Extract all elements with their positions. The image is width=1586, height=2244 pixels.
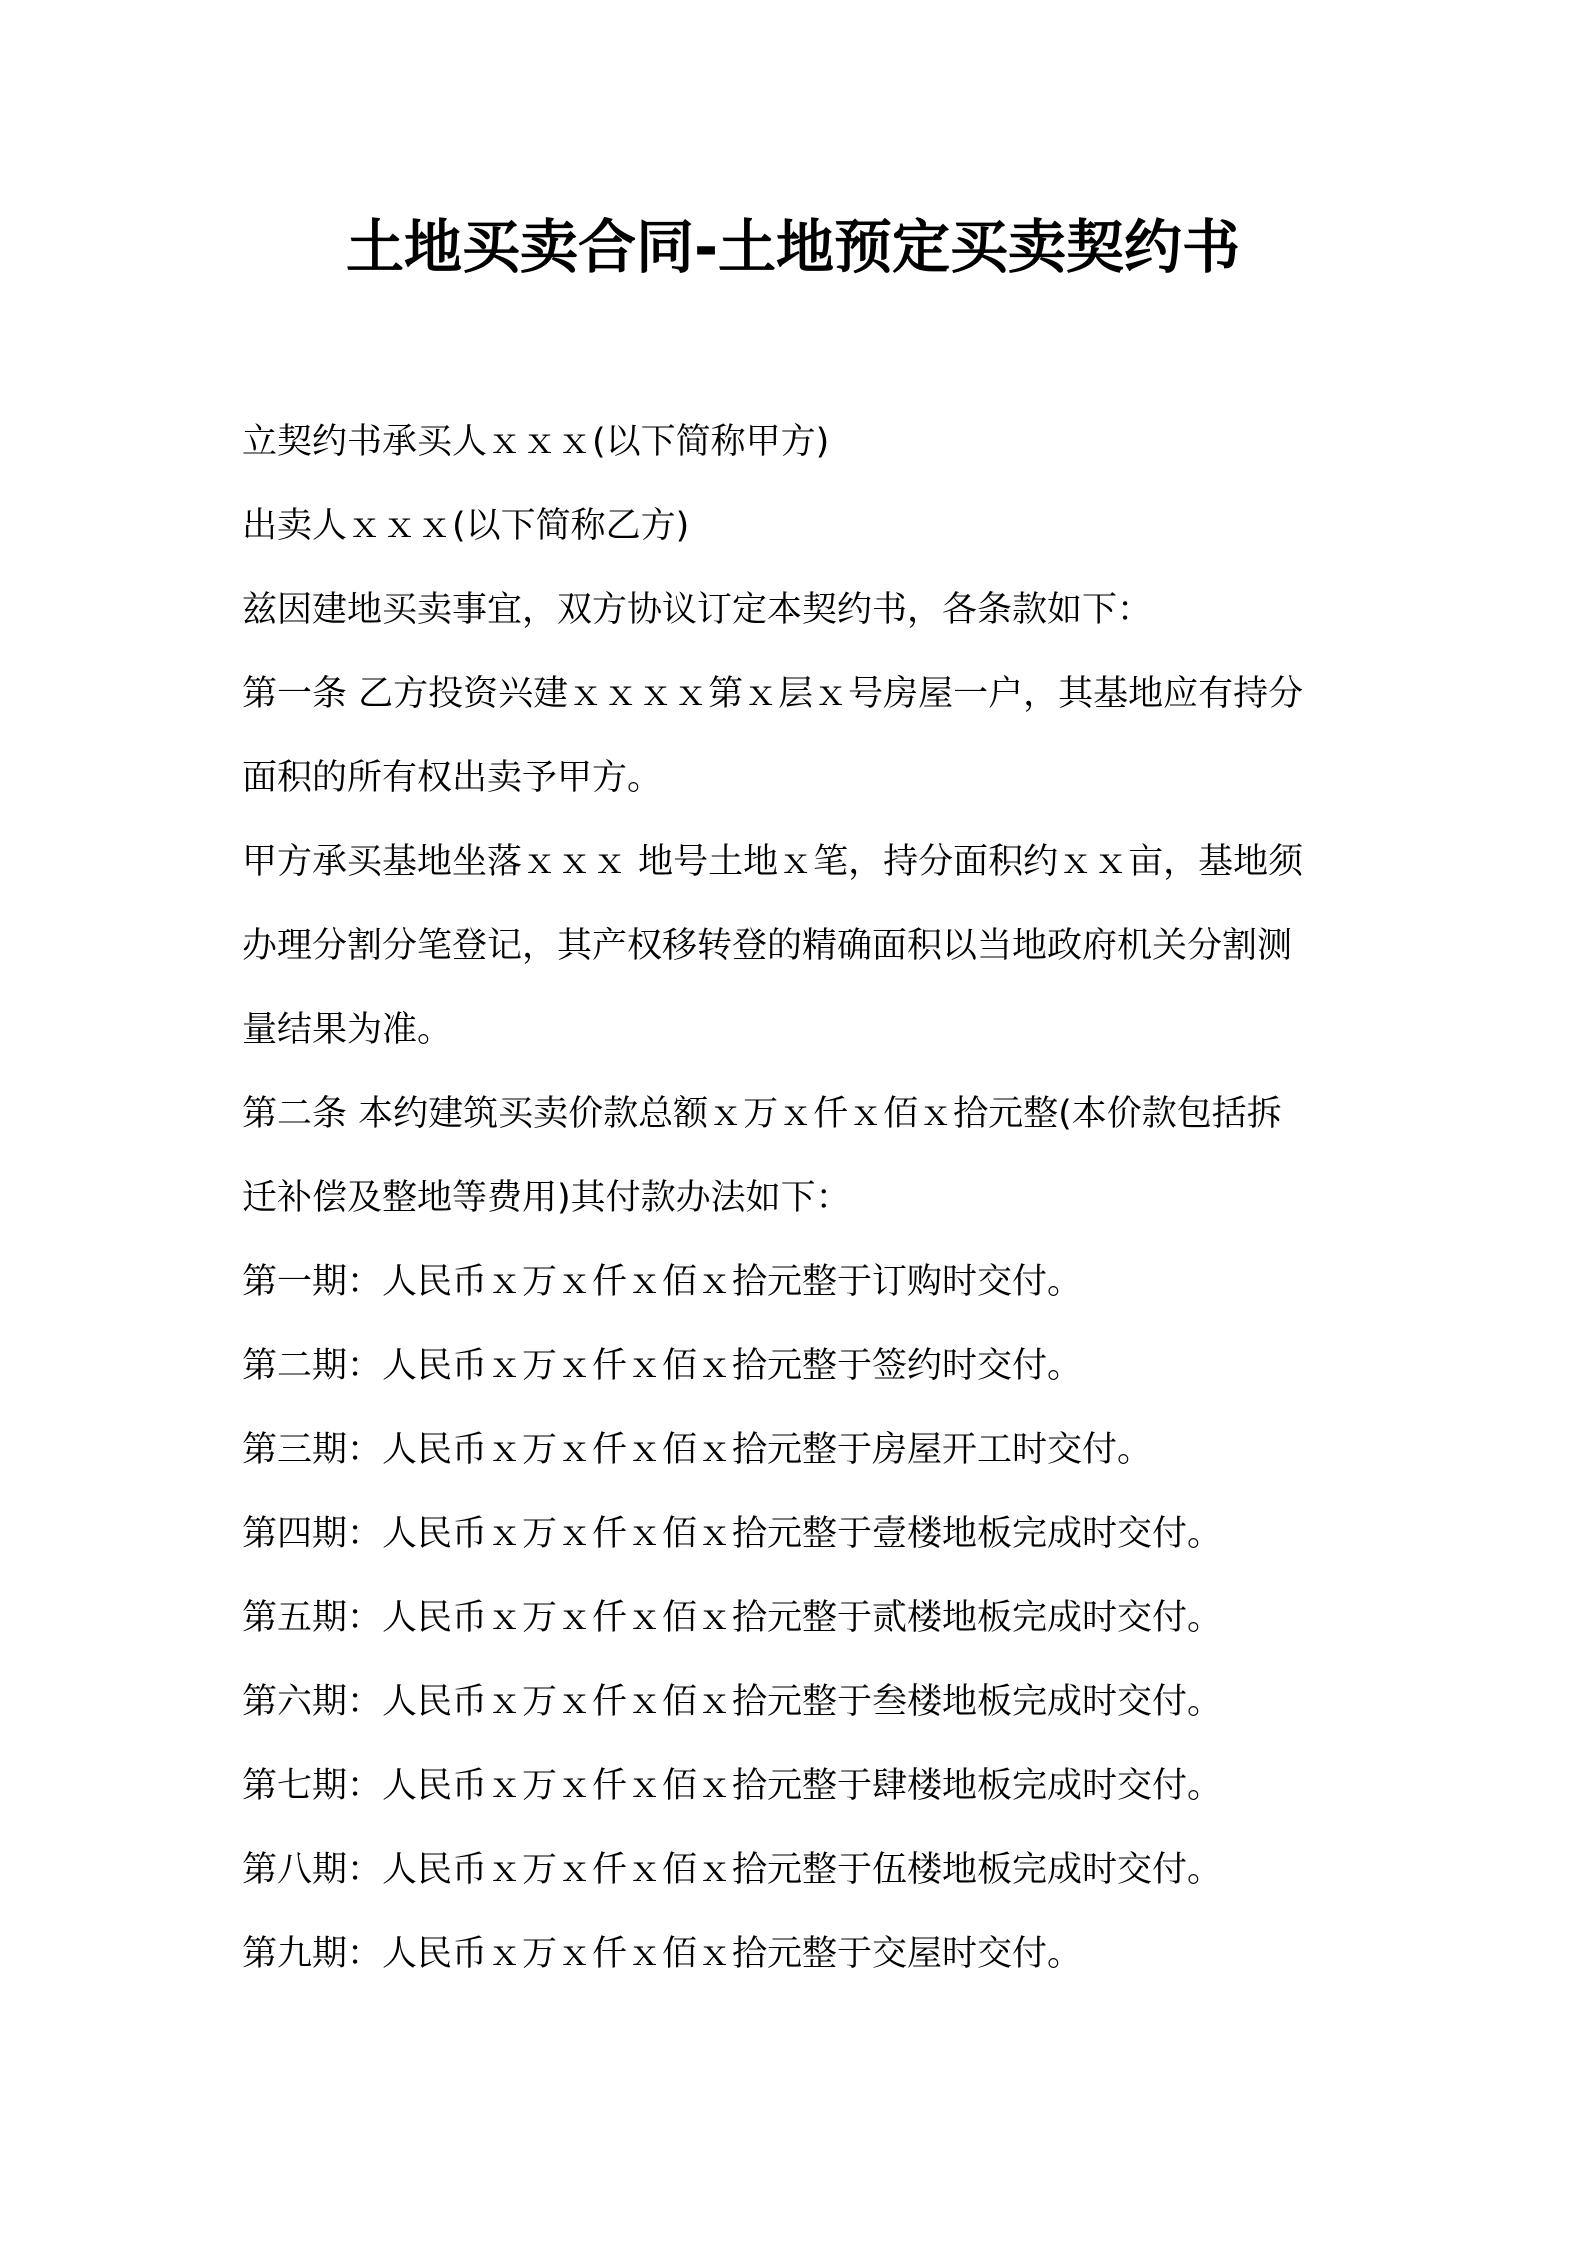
payment-line-6: 第六期：人民币ｘ万ｘ仟ｘ佰ｘ拾元整于叁楼地板完成时交付。 xyxy=(242,1682,1223,1722)
contract-line-buyer: 立契约书承买人ｘｘｘ(以下简称甲方) xyxy=(242,422,830,462)
payment-line-5: 第五期：人民币ｘ万ｘ仟ｘ佰ｘ拾元整于贰楼地板完成时交付。 xyxy=(242,1598,1223,1638)
payment-line-3: 第三期：人民币ｘ万ｘ仟ｘ佰ｘ拾元整于房屋开工时交付。 xyxy=(242,1430,1153,1470)
contract-line-article1-a: 第一条 乙方投资兴建ｘｘｘｘ第ｘ层ｘ号房屋一户，其基地应有持分 xyxy=(242,674,1304,714)
document-body xyxy=(242,400,1362,1996)
contract-line-article2-b: 迁补偿及整地等费用)其付款办法如下： xyxy=(242,1178,851,1218)
document-title: 土地买卖合同-土地预定买卖契约书 xyxy=(345,213,1241,281)
contract-line-article1-b: 面积的所有权出卖予甲方。 xyxy=(242,758,663,798)
payment-line-1: 第一期：人民币ｘ万ｘ仟ｘ佰ｘ拾元整于订购时交付。 xyxy=(242,1262,1083,1302)
contract-line-article2-a: 第二条 本约建筑买卖价款总额ｘ万ｘ仟ｘ佰ｘ拾元整(本价款包括拆 xyxy=(242,1094,1282,1134)
contract-line-land-a: 甲方承买基地坐落ｘｘｘ 地号土地ｘ笔，持分面积约ｘｘ亩，基地须 xyxy=(242,842,1304,882)
payment-line-4: 第四期：人民币ｘ万ｘ仟ｘ佰ｘ拾元整于壹楼地板完成时交付。 xyxy=(242,1514,1223,1554)
payment-line-7: 第七期：人民币ｘ万ｘ仟ｘ佰ｘ拾元整于肆楼地板完成时交付。 xyxy=(242,1766,1223,1806)
payment-line-2: 第二期：人民币ｘ万ｘ仟ｘ佰ｘ拾元整于签约时交付。 xyxy=(242,1346,1083,1386)
payment-line-9: 第九期：人民币ｘ万ｘ仟ｘ佰ｘ拾元整于交屋时交付。 xyxy=(242,1934,1083,1974)
contract-line-land-c: 量结果为准。 xyxy=(242,1010,453,1050)
payment-line-8: 第八期：人民币ｘ万ｘ仟ｘ佰ｘ拾元整于伍楼地板完成时交付。 xyxy=(242,1850,1223,1890)
contract-line-land-b: 办理分割分笔登记，其产权移转登的精确面积以当地政府机关分割测 xyxy=(242,926,1293,966)
contract-line-preamble: 兹因建地买卖事宜，双方协议订定本契约书，各条款如下： xyxy=(242,590,1153,630)
contract-line-seller: 出卖人ｘｘｘ(以下简称乙方) xyxy=(242,506,690,546)
